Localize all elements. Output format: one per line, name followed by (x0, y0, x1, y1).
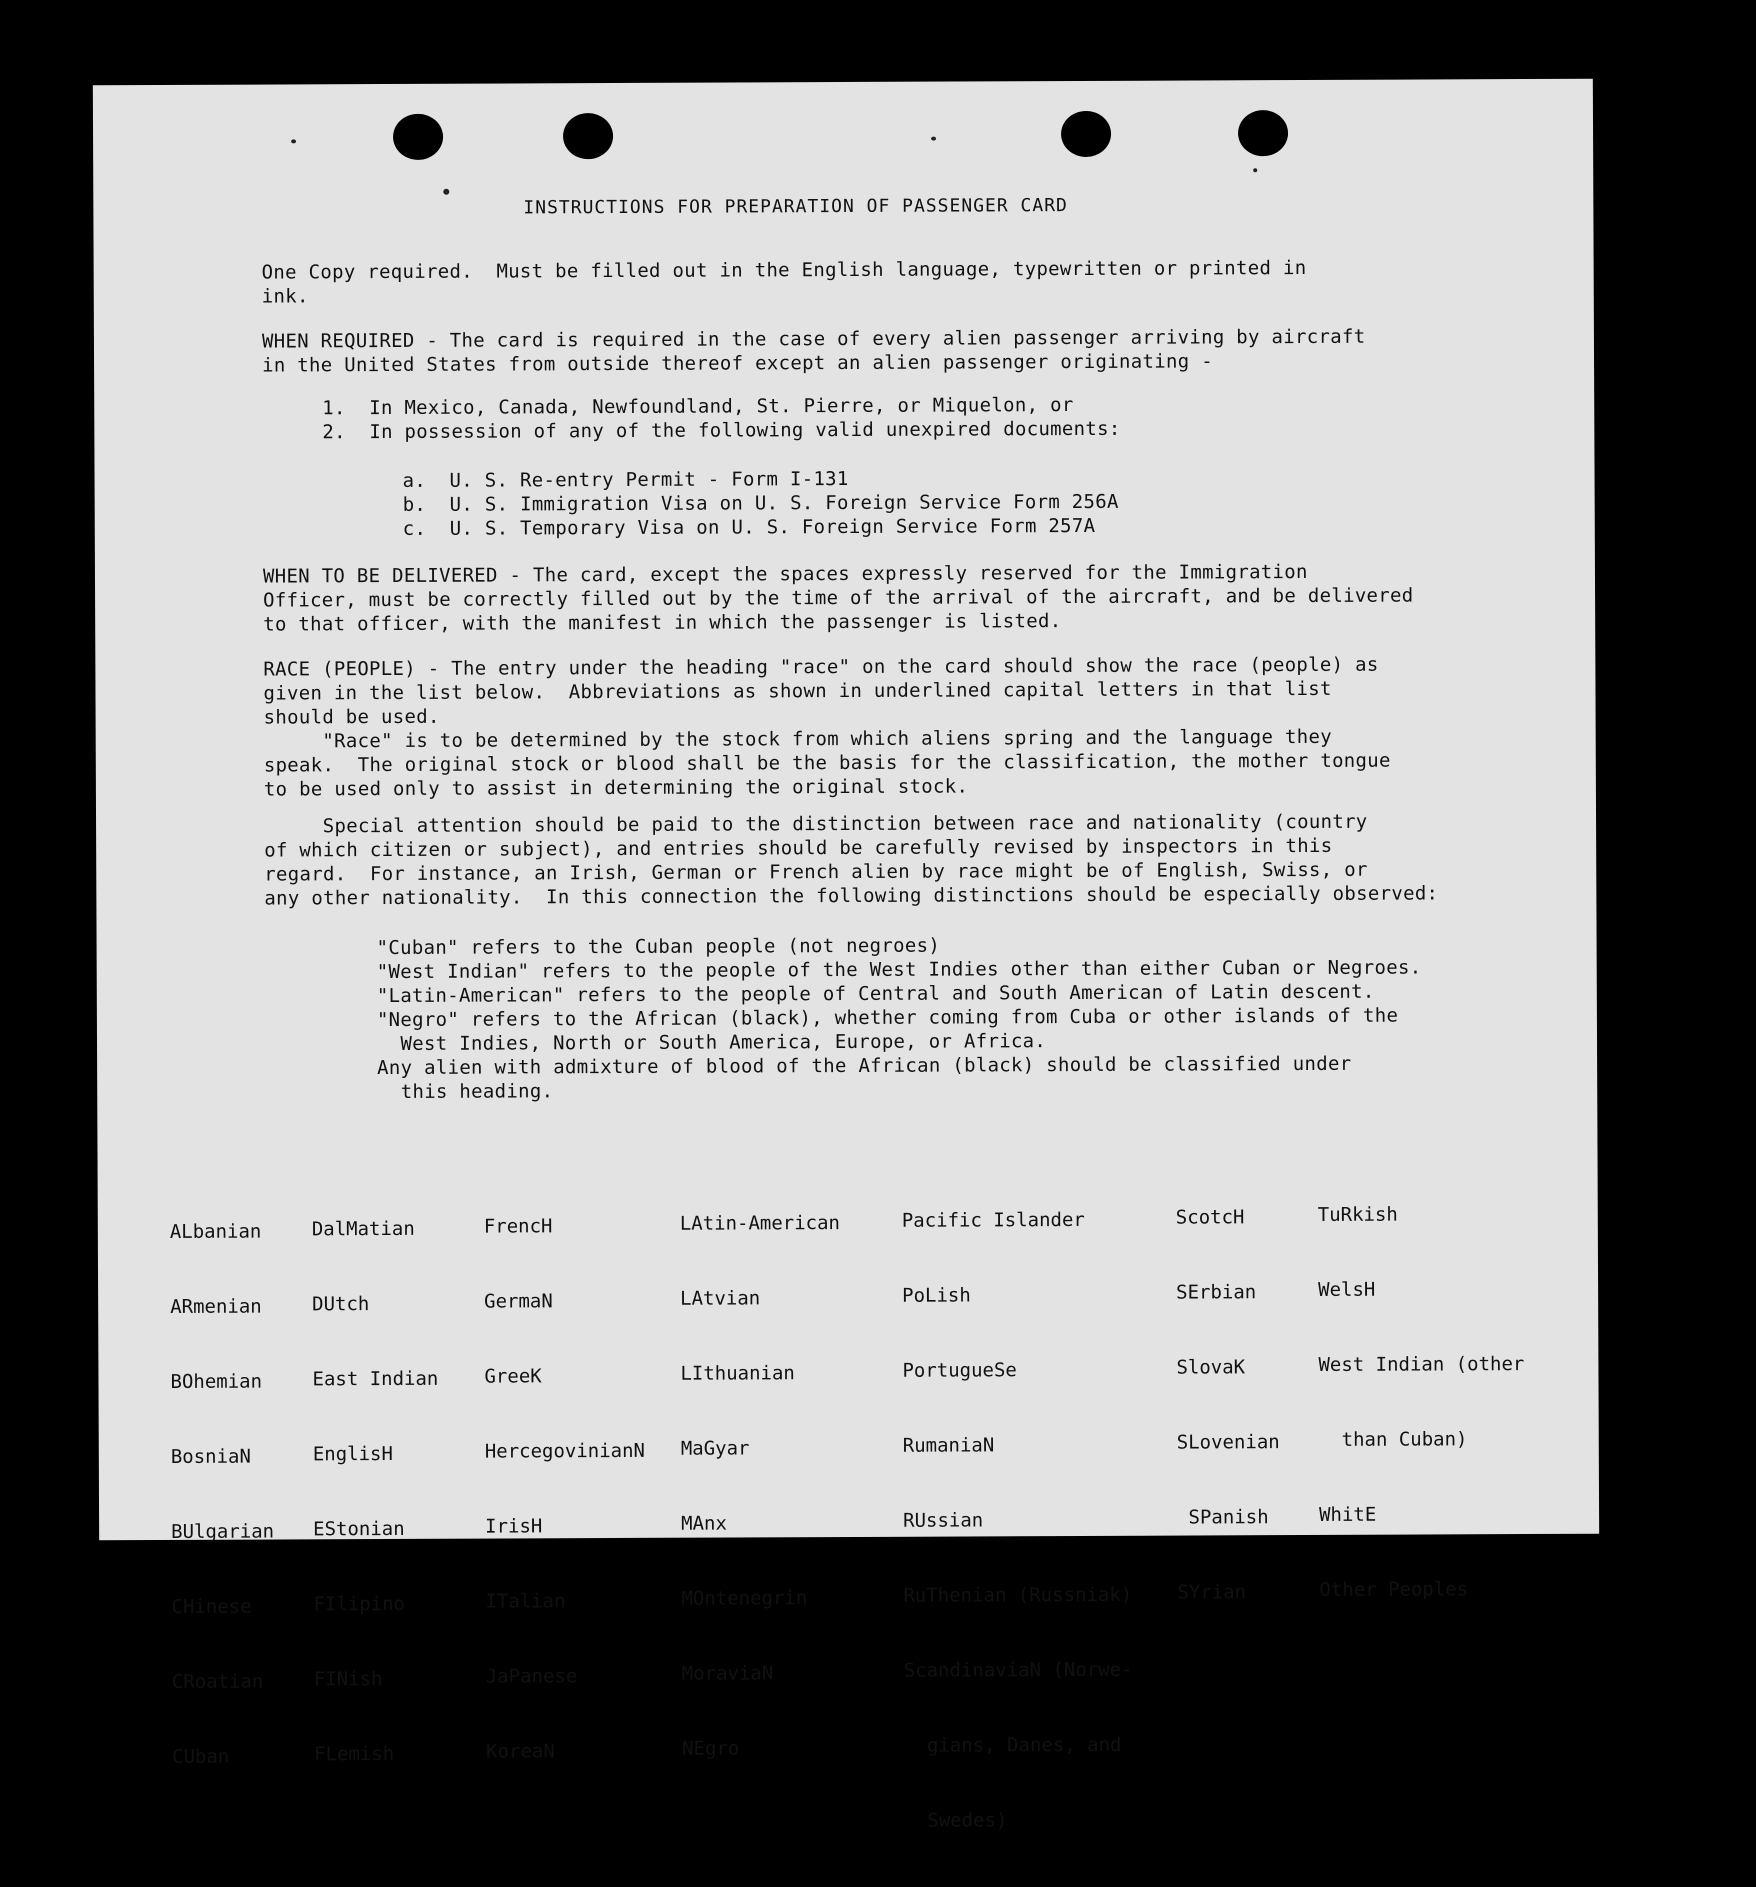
page-title: INSTRUCTIONS FOR PREPARATION OF PASSENGER CARD (523, 195, 1068, 219)
punch-hole (393, 114, 443, 160)
distinction-line-2: "West Indian" refers to the people of the West Indies other than either Cuban or Negroes. (376, 956, 1422, 984)
distinction-line-5: West Indies, North or South America, Europe, or Africa. (376, 1030, 1047, 1056)
race-entry: CUban (172, 1745, 230, 1768)
race-entry: LAtvian (680, 1287, 761, 1310)
race-entry: SLovenian (1176, 1431, 1280, 1454)
race-entry: GermaN (484, 1290, 553, 1313)
speck (931, 137, 936, 141)
race-entry: CRoatian (171, 1670, 264, 1693)
race-line-3: should be used. (263, 705, 440, 729)
race-entry: GreeK (484, 1365, 542, 1388)
intro-line-2: ink. (261, 285, 309, 308)
race-list-column-3 (484, 1164, 647, 1815)
speck (291, 139, 296, 143)
race-entry: ALbanian (169, 1220, 262, 1243)
race-entry: BOhemian (170, 1370, 263, 1393)
race-entry: DalMatian (311, 1217, 415, 1241)
race-entry: RUssian (903, 1509, 984, 1532)
race-line-2: given in the list below. Abbreviations as shown in underlined capital letters in that list (263, 677, 1332, 705)
race-line-1: RACE (PEOPLE) - The entry under the heading "race" on the card should show the race (people) as (263, 653, 1379, 681)
document-item-a: a. U. S. Re-entry Permit - Form I-131 (402, 467, 849, 492)
race-entry: ITalian (485, 1590, 566, 1613)
race-entry: RumaniaN (902, 1434, 995, 1457)
race-entry: IrisH (485, 1515, 543, 1538)
distinction-line-3: "Latin-American" refers to the people of Central and South American of Latin descent. (376, 980, 1375, 1008)
distinction-line-7: this heading. (377, 1080, 554, 1104)
punch-hole (1238, 110, 1288, 156)
document-item-b: b. U. S. Immigration Visa on U. S. Foreign Service Form 256A (402, 490, 1119, 516)
race-entry: BosniaN (170, 1445, 251, 1468)
race-entry: ScandinaviaN (Norwe- (903, 1658, 1133, 1682)
when-required-item-1: 1. In Mexico, Canada, Newfoundland, St. Pierre, or Miquelon, or (322, 394, 1074, 420)
race-list-column-6 (1176, 1155, 1281, 1655)
race-entry: FrencH (483, 1215, 553, 1238)
race-entry: than Cuban) (1318, 1428, 1468, 1451)
race-line-4: "Race" is to be determined by the stock from which aliens spring and the language they (263, 725, 1332, 753)
speck (1253, 168, 1257, 172)
attention-line-3: regard. For instance, an Irish, German or French alien by race might be of English, Swiss, or (264, 858, 1368, 886)
race-entry: WhitE (1319, 1503, 1377, 1526)
race-entry: DUtch (312, 1293, 370, 1316)
race-entry: Swedes) (904, 1809, 1008, 1832)
when-delivered-line-3: to that officer, with the manifest in which the passenger is listed. (263, 610, 1062, 636)
attention-line-2: of which citizen or subject), and entries should be carefully revised by inspectors in this (264, 834, 1333, 862)
race-entry: LAtin-American (679, 1212, 841, 1235)
race-list-column-5 (902, 1158, 1134, 1884)
race-entry: JaPanese (485, 1665, 578, 1688)
race-list-column-7 (1318, 1152, 1526, 1653)
race-entry: EStonian (313, 1517, 405, 1541)
attention-line-4: any other nationality. In this connection the following distinctions should be especially observed: (264, 882, 1439, 910)
race-entry: MaGyar (680, 1437, 750, 1460)
document-page (93, 79, 1599, 1832)
race-entry: SErbian (1176, 1281, 1257, 1304)
document-item-c: c. U. S. Temporary Visa on U. S. Foreign Service Form 257A (402, 514, 1096, 540)
race-entry: CHinese (171, 1595, 252, 1618)
race-entry: PoLish (902, 1284, 971, 1307)
when-delivered-line-2: Officer, must be correctly filled out by the time of the arrival of the aircraft, and be delivered (263, 584, 1414, 612)
race-list-column-4 (680, 1161, 843, 1812)
race-entry: RuThenian (Russniak) (903, 1583, 1133, 1607)
attention-line-1: Special attention should be paid to the distinction between race and nationality (country (264, 810, 1368, 838)
race-entry: MAnx (681, 1512, 727, 1535)
when-required-item-2: 2. In possession of any of the following valid unexpired documents: (322, 417, 1121, 444)
race-entry: LIthuanian (680, 1362, 795, 1385)
when-required-line-1: WHEN REQUIRED - The card is required in the case of every alien passenger arriving by aircraft (261, 325, 1366, 353)
race-entry: TuRkish (1317, 1203, 1398, 1226)
race-entry: West Indian (other (1318, 1353, 1525, 1376)
race-entry: SYrian (1177, 1581, 1247, 1604)
race-entry: Pacific Islander (901, 1208, 1085, 1232)
race-list-column-2 (312, 1167, 441, 1818)
race-line-5: speak. The original stock or blood shall be the basis for the classification, the mother tongue (263, 749, 1391, 777)
race-entry: East Indian (312, 1367, 439, 1391)
when-required-line-2: in the United States from outside thereof except an alien passenger originating - (262, 350, 1213, 377)
race-entry: SlovaK (1176, 1356, 1246, 1379)
race-entry: ARmenian (170, 1295, 262, 1318)
race-entry: ScotcH (1175, 1206, 1245, 1229)
race-entry: SPanish (1177, 1506, 1269, 1529)
distinction-line-6: Any alien with admixture of blood of the African (black) should be classified under (377, 1052, 1352, 1080)
race-line-6: to be used only to assist in determining the original stock. (263, 775, 969, 801)
distinction-line-4: "Negro" refers to the African (black), whether coming from Cuba or other islands of the (376, 1004, 1399, 1032)
distinction-line-1: "Cuban" refers to the Cuban people (not negroes) (376, 934, 941, 960)
race-entry: FLemish (314, 1742, 395, 1766)
race-entry: Other Peoples (1319, 1578, 1469, 1601)
race-entry: BUlgarian (171, 1520, 275, 1543)
race-entry: FIlipino (313, 1592, 406, 1616)
intro-line-1: One Copy required. Must be filled out in the English language, typewritten or printed in (261, 256, 1307, 284)
race-entry: MoraviaN (681, 1662, 774, 1685)
punch-hole (563, 113, 613, 159)
race-entry: EnglisH (312, 1442, 393, 1466)
race-entry: WelsH (1318, 1278, 1376, 1301)
race-entry: PortugueSe (902, 1359, 1017, 1382)
race-entry: MOntenegrin (681, 1587, 808, 1610)
race-entry: NEgro (682, 1737, 740, 1760)
race-entry: FINish (313, 1668, 383, 1691)
when-delivered-line-1: WHEN TO BE DELIVERED - The card, except the spaces expressly reserved for the Immigration (262, 560, 1308, 588)
speck (443, 189, 449, 195)
race-entry: KoreaN (486, 1740, 555, 1763)
punch-hole (1061, 111, 1111, 157)
race-entry: gians, Danes, and (904, 1733, 1122, 1757)
race-list-column-1 (170, 1170, 276, 1820)
race-entry: HercegovinianN (484, 1439, 646, 1463)
